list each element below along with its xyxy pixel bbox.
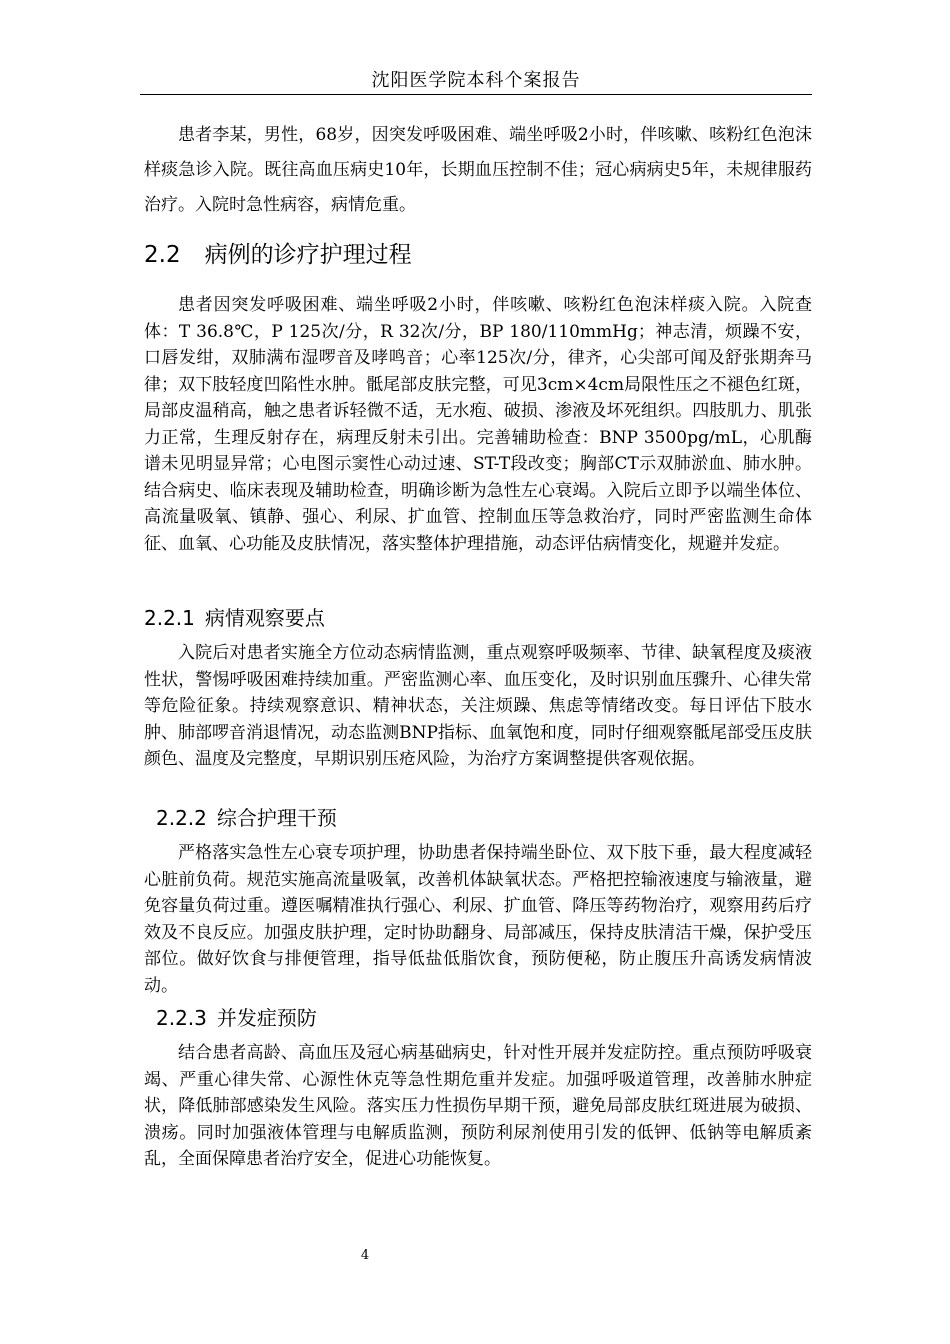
section-title: 综合护理干预	[216, 806, 337, 830]
section-2-2-2-paragraph: 严格落实急性左心衰专项护理，协助患者保持端坐卧位、双下肢下垂，最大程度减轻心脏前负荷。规范实施高流量吸氧，改善机体缺氧状态。严格把控输液速度与输液量，避免容量负荷过重。遵医嘱精准执行强心、利尿、扩血管、降压等药物治疗，观察用药后疗效及不良反应。加强皮肤护理，定时协助翻身、局部减压，保持皮肤清洁干燥，保护受压部位。做好饮食与排便管理，指导低盐低脂饮食，预防便秘，防止腹压升高诱发病情波动。	[144, 843, 812, 996]
section-heading-2-2-2	[156, 802, 337, 831]
section-2-2-1-paragraph: 入院后对患者实施全方位动态病情监测，重点观察呼吸频率、节律、缺氧程度及痰液性状，警惕呼吸困难持续加重。严密监测心率、血压变化，及时识别血压骤升、心律失常等危险征象。持续观察意识、精神状态，关注烦躁、焦虑等情绪改变。每日评估下肢水肿、肺部啰音消退情况，动态监测BNP指标、血氧饱和度，同时仔细观察骶尾部受压皮肤颜色、温度及完整度，早期识别压疮风险，为治疗方案调整提供客观依据。	[144, 643, 812, 769]
section-title: 病例的诊疗护理过程	[204, 242, 412, 268]
section-heading-2-2-3	[156, 1002, 317, 1031]
section-2-2-3-paragraph: 结合患者高龄、高血压及冠心病基础病史，针对性开展并发症防控。重点预防呼吸衰竭、严重心律失常、心源性休克等急性期危重并发症。加强呼吸道管理，改善肺水肿症状，降低肺部感染发生风险。落实压力性损伤早期干预，避免局部皮肤红斑进展为破损、溃疡。同时加强液体管理与电解质监测，预防利尿剂使用引发的低钾、低钠等电解质紊乱，全面保障患者治疗安全，促进心功能恢复。	[144, 1043, 812, 1169]
section-heading-2-2	[144, 236, 412, 269]
section-number: 2.2.1	[144, 606, 195, 630]
running-header: 沈阳医学院本科个案报告	[371, 70, 581, 91]
section-number: 2.2.2	[156, 806, 207, 830]
header-rule	[140, 94, 812, 95]
section-number: 2.2.3	[156, 1006, 207, 1030]
section-number: 2.2	[144, 242, 181, 268]
page-number: 4	[360, 1248, 370, 1263]
section-2-2-paragraph: 患者因突发呼吸困难、端坐呼吸2小时，伴咳嗽、咳粉红色泡沫样痰入院。入院查体：T 36.8℃，P 125次/分，R 32次/分，BP 180/110mmHg；神志清，烦躁不安，口唇发绀，双肺满布湿啰音及哮鸣音；心率125次/分，律齐，心尖部可闻及舒张期奔马律；双下肢轻度凹陷性水肿。骶尾部皮肤完整，可见3cm×4cm局限性压之不褪色红斑，局部皮温稍高，触之患者诉轻微不适，无水疱、破损、渗液及坏死组织。四肢肌力、肌张力正常，生理反射存在，病理反射未引出。完善辅助检查：BNP 3500pg/mL，心肌酶谱未见明显异常；心电图示窦性心动过速、ST-T段改变；胸部CT示双肺淤血、肺水肿。结合病史、临床表现及辅助检查，明确诊断为急性左心衰竭。入院后立即予以端坐体位、高流量吸氧、镇静、强心、利尿、扩血管、控制血压等急救治疗，同时严密监测生命体征、血氧、心功能及皮肤情况，落实整体护理措施，动态评估病情变化，规避并发症。	[144, 295, 812, 554]
intro-paragraph: 患者李某，男性，68岁，因突发呼吸困难、端坐呼吸2小时，伴咳嗽、咳粉红色泡沫样痰急诊入院。既往高血压病史10年，长期血压控制不佳；冠心病病史5年，未规律服药治疗。入院时急性病容，病情危重。	[144, 125, 812, 215]
section-title: 并发症预防	[216, 1006, 317, 1030]
section-heading-2-2-1	[144, 602, 325, 631]
section-title: 病情观察要点	[204, 606, 325, 630]
